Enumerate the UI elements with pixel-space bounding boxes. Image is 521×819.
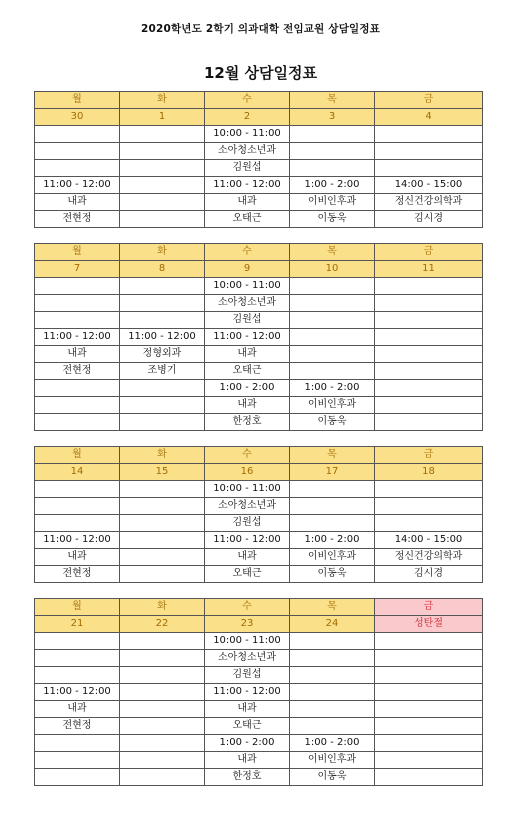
schedule-cell	[35, 295, 120, 312]
schedule-cell	[290, 329, 375, 346]
schedule-cell	[35, 160, 120, 177]
weekday-header: 수	[205, 244, 290, 261]
schedule-row	[35, 684, 483, 701]
weekday-header: 금	[375, 599, 483, 616]
schedule-cell	[375, 126, 483, 143]
schedule-cell	[120, 194, 205, 211]
weekday-header: 금	[375, 447, 483, 464]
schedule-cell: 소아청소년과	[205, 295, 290, 312]
schedule-cell: 10:00 - 11:00	[205, 278, 290, 295]
schedule-cell	[120, 143, 205, 160]
schedule-cell: 1:00 - 2:00	[290, 735, 375, 752]
schedule-cell: 정형외과	[120, 346, 205, 363]
schedule-cell	[375, 769, 483, 786]
schedule-cell	[120, 211, 205, 228]
schedule-row	[35, 397, 483, 414]
schedule-row	[35, 363, 483, 380]
schedule-cell	[290, 363, 375, 380]
schedule-cell: 1:00 - 2:00	[205, 735, 290, 752]
schedule-cell	[35, 498, 120, 515]
schedule-row	[35, 752, 483, 769]
schedule-cell: 오태근	[205, 566, 290, 583]
schedule-cell	[290, 515, 375, 532]
schedule-cell	[120, 684, 205, 701]
date-cell: 30	[35, 109, 120, 126]
date-cell: 9	[205, 261, 290, 278]
spacer-cell	[375, 228, 483, 244]
schedule-cell: 내과	[35, 194, 120, 211]
schedule-cell: 10:00 - 11:00	[205, 126, 290, 143]
week-spacer	[35, 228, 483, 244]
schedule-cell	[120, 380, 205, 397]
weekday-header-row	[35, 244, 483, 261]
schedule-cell: 오태근	[205, 211, 290, 228]
weekday-header: 화	[120, 599, 205, 616]
schedule-cell: 10:00 - 11:00	[205, 633, 290, 650]
schedule-cell	[290, 160, 375, 177]
date-cell: 15	[120, 464, 205, 481]
schedule-cell: 이비인후과	[290, 194, 375, 211]
schedule-cell: 내과	[205, 397, 290, 414]
schedule-cell	[35, 515, 120, 532]
date-cell: 21	[35, 616, 120, 633]
schedule-cell: 이동욱	[290, 414, 375, 431]
schedule-cell: 한정호	[205, 414, 290, 431]
schedule-cell: 11:00 - 12:00	[35, 329, 120, 346]
weekday-header: 화	[120, 244, 205, 261]
schedule-cell	[375, 312, 483, 329]
weekday-header: 월	[35, 244, 120, 261]
weekday-header: 월	[35, 447, 120, 464]
spacer-cell	[35, 431, 120, 447]
schedule-cell: 김시경	[375, 566, 483, 583]
schedule-row	[35, 346, 483, 363]
schedule-cell	[290, 667, 375, 684]
schedule-cell: 11:00 - 12:00	[120, 329, 205, 346]
schedule-cell: 소아청소년과	[205, 143, 290, 160]
schedule-row	[35, 667, 483, 684]
weekday-header: 금	[375, 92, 483, 109]
holiday-date-cell: 성탄절	[375, 616, 483, 633]
schedule-cell	[120, 177, 205, 194]
spacer-cell	[35, 583, 120, 599]
schedule-cell: 오태근	[205, 718, 290, 735]
schedule-cell	[35, 414, 120, 431]
schedule-cell: 11:00 - 12:00	[35, 684, 120, 701]
schedule-cell	[120, 769, 205, 786]
schedule-row	[35, 194, 483, 211]
schedule-cell	[290, 295, 375, 312]
schedule-cell: 이비인후과	[290, 752, 375, 769]
date-row	[35, 109, 483, 126]
schedule-cell: 김원섭	[205, 667, 290, 684]
schedule-title: 12월 상담일정표	[203, 64, 318, 82]
schedule-cell	[375, 498, 483, 515]
schedule-cell	[375, 515, 483, 532]
schedule-row	[35, 143, 483, 160]
week-spacer	[35, 583, 483, 599]
schedule-row	[35, 380, 483, 397]
schedule-cell	[35, 752, 120, 769]
schedule-cell: 11:00 - 12:00	[205, 329, 290, 346]
schedule-cell	[120, 160, 205, 177]
date-row	[35, 261, 483, 278]
schedule-cell: 10:00 - 11:00	[205, 481, 290, 498]
schedule-cell	[120, 126, 205, 143]
spacer-cell	[120, 431, 205, 447]
schedule-cell: 1:00 - 2:00	[290, 532, 375, 549]
schedule-cell: 내과	[205, 549, 290, 566]
schedule-cell	[120, 667, 205, 684]
schedule-row	[35, 414, 483, 431]
schedule-cell	[120, 701, 205, 718]
spacer-cell	[35, 228, 120, 244]
schedule-cell	[35, 143, 120, 160]
spacer-cell	[120, 583, 205, 599]
date-cell: 8	[120, 261, 205, 278]
schedule-cell	[375, 329, 483, 346]
schedule-row	[35, 650, 483, 667]
schedule-row	[35, 177, 483, 194]
schedule-cell: 내과	[35, 701, 120, 718]
schedule-cell	[35, 769, 120, 786]
weekday-header: 월	[35, 599, 120, 616]
schedule-row	[35, 211, 483, 228]
schedule-cell	[375, 650, 483, 667]
document-title: 2020학년도 2학기 의과대학 전임교원 상담일정표	[140, 23, 381, 35]
schedule-cell	[120, 566, 205, 583]
schedule-table	[34, 91, 483, 786]
schedule-cell: 내과	[205, 346, 290, 363]
schedule-cell	[290, 498, 375, 515]
schedule-cell	[375, 684, 483, 701]
schedule-cell: 11:00 - 12:00	[205, 684, 290, 701]
date-row	[35, 464, 483, 481]
schedule-cell	[290, 684, 375, 701]
schedule-row	[35, 312, 483, 329]
schedule-cell	[120, 498, 205, 515]
spacer-cell	[205, 583, 290, 599]
schedule-cell: 내과	[205, 752, 290, 769]
weekday-header: 수	[205, 92, 290, 109]
schedule-cell: 한정호	[205, 769, 290, 786]
schedule-cell	[120, 650, 205, 667]
date-cell: 1	[120, 109, 205, 126]
schedule-row	[35, 549, 483, 566]
schedule-cell	[35, 633, 120, 650]
schedule-cell	[375, 718, 483, 735]
schedule-cell	[290, 481, 375, 498]
schedule-cell	[120, 549, 205, 566]
schedule-cell: 내과	[35, 346, 120, 363]
schedule-cell	[375, 143, 483, 160]
weekday-header: 목	[290, 244, 375, 261]
weekday-header-row	[35, 447, 483, 464]
schedule-cell: 1:00 - 2:00	[205, 380, 290, 397]
schedule-row	[35, 769, 483, 786]
schedule-cell: 이동욱	[290, 769, 375, 786]
schedule-cell	[35, 278, 120, 295]
date-cell: 18	[375, 464, 483, 481]
schedule-cell	[375, 278, 483, 295]
schedule-cell	[35, 735, 120, 752]
schedule-row	[35, 515, 483, 532]
schedule-cell	[375, 752, 483, 769]
schedule-cell	[375, 633, 483, 650]
schedule-cell: 전현정	[35, 718, 120, 735]
schedule-cell	[375, 295, 483, 312]
date-cell: 3	[290, 109, 375, 126]
schedule-cell	[375, 667, 483, 684]
date-cell: 14	[35, 464, 120, 481]
schedule-cell	[35, 126, 120, 143]
weekday-header: 수	[205, 599, 290, 616]
schedule-cell	[120, 414, 205, 431]
schedule-cell	[120, 278, 205, 295]
date-cell: 17	[290, 464, 375, 481]
schedule-cell	[375, 160, 483, 177]
schedule-cell	[375, 397, 483, 414]
schedule-cell: 이비인후과	[290, 549, 375, 566]
schedule-cell: 오태근	[205, 363, 290, 380]
schedule-cell: 소아청소년과	[205, 650, 290, 667]
schedule-cell	[375, 701, 483, 718]
schedule-cell	[375, 735, 483, 752]
schedule-cell	[290, 650, 375, 667]
schedule-cell: 14:00 - 15:00	[375, 532, 483, 549]
schedule-cell: 김시경	[375, 211, 483, 228]
schedule-cell: 내과	[35, 549, 120, 566]
schedule-cell	[35, 380, 120, 397]
date-cell: 23	[205, 616, 290, 633]
schedule-cell	[120, 735, 205, 752]
schedule-cell	[375, 346, 483, 363]
schedule-cell: 내과	[205, 194, 290, 211]
schedule-cell: 김원섭	[205, 160, 290, 177]
schedule-cell	[35, 312, 120, 329]
date-cell: 22	[120, 616, 205, 633]
schedule-cell	[120, 532, 205, 549]
date-cell: 10	[290, 261, 375, 278]
schedule-cell	[375, 380, 483, 397]
schedule-cell: 11:00 - 12:00	[205, 532, 290, 549]
schedule-cell	[375, 414, 483, 431]
weekday-header: 수	[205, 447, 290, 464]
weekday-header: 목	[290, 92, 375, 109]
schedule-cell	[120, 481, 205, 498]
schedule-cell: 1:00 - 2:00	[290, 380, 375, 397]
schedule-cell: 김원섭	[205, 515, 290, 532]
schedule-row	[35, 498, 483, 515]
schedule-cell	[120, 633, 205, 650]
schedule-row	[35, 160, 483, 177]
date-cell: 11	[375, 261, 483, 278]
date-row	[35, 616, 483, 633]
schedule-row	[35, 566, 483, 583]
schedule-cell: 전현정	[35, 211, 120, 228]
spacer-cell	[205, 431, 290, 447]
schedule-cell: 정신건강의학과	[375, 549, 483, 566]
schedule-cell	[290, 126, 375, 143]
schedule-row	[35, 532, 483, 549]
schedule-cell	[120, 515, 205, 532]
schedule-cell: 전현정	[35, 363, 120, 380]
schedule-row	[35, 295, 483, 312]
spacer-cell	[290, 228, 375, 244]
schedule-cell	[35, 650, 120, 667]
schedule-row	[35, 701, 483, 718]
weekday-header: 목	[290, 447, 375, 464]
schedule-cell	[120, 718, 205, 735]
schedule-cell	[375, 363, 483, 380]
schedule-cell: 이동욱	[290, 566, 375, 583]
schedule-cell	[120, 312, 205, 329]
schedule-row	[35, 126, 483, 143]
weekday-header: 화	[120, 92, 205, 109]
schedule-cell	[35, 481, 120, 498]
schedule-row	[35, 481, 483, 498]
schedule-cell	[35, 667, 120, 684]
schedule-row	[35, 278, 483, 295]
schedule-cell: 소아청소년과	[205, 498, 290, 515]
schedule-cell: 14:00 - 15:00	[375, 177, 483, 194]
weekday-header: 화	[120, 447, 205, 464]
schedule-cell	[290, 718, 375, 735]
date-cell: 4	[375, 109, 483, 126]
schedule-cell: 1:00 - 2:00	[290, 177, 375, 194]
schedule-cell: 정신건강의학과	[375, 194, 483, 211]
spacer-cell	[290, 431, 375, 447]
weekday-header-row	[35, 599, 483, 616]
spacer-cell	[290, 583, 375, 599]
schedule-cell: 이동욱	[290, 211, 375, 228]
weekday-header-row	[35, 92, 483, 109]
spacer-cell	[375, 583, 483, 599]
schedule-cell	[120, 397, 205, 414]
schedule-cell: 이비인후과	[290, 397, 375, 414]
schedule-cell: 내과	[205, 701, 290, 718]
weekday-header: 금	[375, 244, 483, 261]
schedule-cell	[290, 278, 375, 295]
date-cell: 16	[205, 464, 290, 481]
date-cell: 24	[290, 616, 375, 633]
week-spacer	[35, 431, 483, 447]
schedule-row	[35, 633, 483, 650]
schedule-cell: 11:00 - 12:00	[35, 532, 120, 549]
schedule-cell	[290, 143, 375, 160]
schedule-cell	[35, 397, 120, 414]
weekday-header: 월	[35, 92, 120, 109]
schedule-row	[35, 718, 483, 735]
schedule-cell	[120, 752, 205, 769]
schedule-cell: 11:00 - 12:00	[35, 177, 120, 194]
schedule-cell	[290, 701, 375, 718]
schedule-cell	[375, 481, 483, 498]
schedule-cell: 조병기	[120, 363, 205, 380]
spacer-cell	[120, 228, 205, 244]
schedule-cell	[290, 346, 375, 363]
schedule-cell: 11:00 - 12:00	[205, 177, 290, 194]
schedule-cell	[290, 312, 375, 329]
spacer-cell	[375, 431, 483, 447]
schedule-cell	[120, 295, 205, 312]
schedule-cell: 전현정	[35, 566, 120, 583]
schedule-row	[35, 735, 483, 752]
date-cell: 2	[205, 109, 290, 126]
date-cell: 7	[35, 261, 120, 278]
schedule-cell	[290, 633, 375, 650]
schedule-cell: 김원섭	[205, 312, 290, 329]
schedule-row	[35, 329, 483, 346]
spacer-cell	[205, 228, 290, 244]
weekday-header: 목	[290, 599, 375, 616]
